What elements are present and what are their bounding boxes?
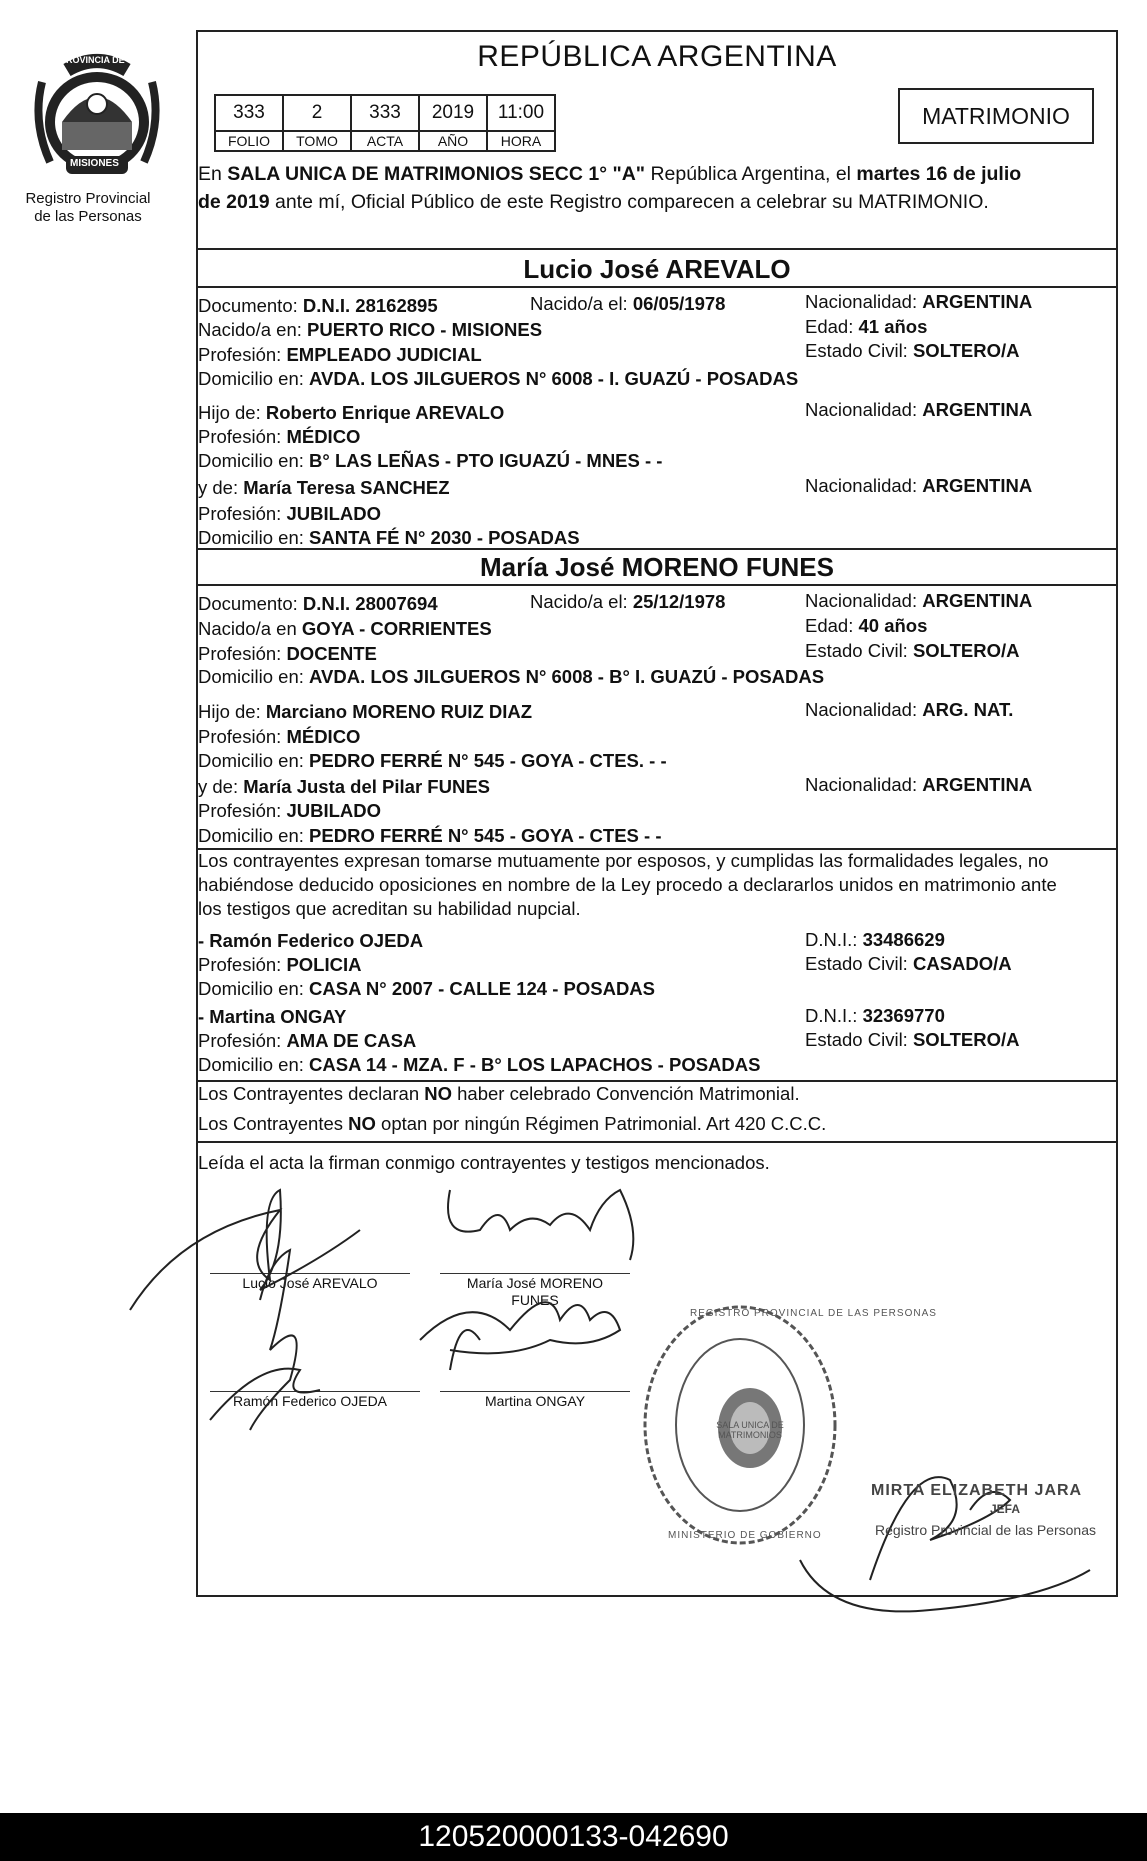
intro-paragraph: [198, 160, 1116, 216]
witness2-profesion: Profesión: AMA DE CASA: [198, 1030, 417, 1051]
witness2-name: - Martina ONGAY: [198, 1006, 347, 1027]
seal-outer-text: REGISTRO PROVINCIAL DE LAS PERSONAS: [690, 1308, 937, 1319]
seal-bottom-text: MINISTERIO DE GOBIERNO: [668, 1530, 822, 1541]
divider: [196, 248, 1118, 250]
divider: [196, 584, 1118, 586]
official-name: MIRTA ELIZABETH JARA: [871, 1482, 1083, 1499]
intro-office: SALA UNICA DE MATRIMONIOS SECC 1° "A": [227, 163, 646, 185]
handwritten-signatures-icon: [120, 1170, 720, 1450]
spouse1-padre-profesion: Profesión: MÉDICO: [198, 426, 361, 447]
spouse2-padre: Hijo de: Marciano MORENO RUIZ DIAZ: [198, 701, 533, 722]
intro-date-b: de 2019: [198, 191, 270, 213]
intro-text-3: ante mí, Oficial Público de este Registro comparecen a celebrar su MATRIMONIO.: [269, 191, 989, 213]
witness1-name: - Ramón Federico OJEDA: [198, 930, 424, 951]
witness2-estado: Estado Civil: SOLTERO/A: [805, 1029, 1020, 1050]
spouse1-madre-profesion: Profesión: JUBILADO: [198, 503, 381, 524]
spouse2-madre: y de: María Justa del Pilar FUNES: [198, 776, 491, 797]
signature-label-witness2: Martina ONGAY: [484, 1393, 586, 1409]
hora-value: 11:00: [487, 95, 555, 131]
divider: [196, 286, 1118, 288]
declaration-line-2: habiéndose deducido oposiciones en nombre de la Ley procedo a declararlos unidos en matrimonio ante: [198, 874, 1057, 895]
spouse2-madre-domicilio: Domicilio en: PEDRO FERRÉ N° 545 - GOYA - CTES - -: [198, 825, 662, 846]
spouse2-nacido-el: Nacido/a el: 25/12/1978: [530, 591, 726, 612]
witness1-domicilio: Domicilio en: CASA N° 2007 - CALLE 124 - POSADAS: [198, 978, 656, 999]
official-organization: Registro Provincial de las Personas: [875, 1522, 1096, 1538]
tomo-label: TOMO: [283, 131, 351, 151]
registry-name-line2: de las Personas: [34, 208, 142, 225]
official-role: JEFA: [990, 1502, 1021, 1516]
spouse1-madre-nacionalidad: Nacionalidad: ARGENTINA: [805, 475, 1033, 496]
acta-label: ACTA: [351, 131, 419, 151]
signing-statement: Leída el acta la firman conmigo contrayentes y testigos mencionados.: [198, 1152, 770, 1173]
anio-label: AÑO: [419, 131, 487, 151]
page-title: REPÚBLICA ARGENTINA: [477, 40, 837, 73]
spouse1-nacido-en: Nacido/a en: PUERTO RICO - MISIONES: [198, 319, 543, 340]
official-signature-icon: [790, 1420, 1110, 1620]
spouse1-estado: Estado Civil: SOLTERO/A: [805, 340, 1020, 361]
spouse1-padre-nacionalidad: Nacionalidad: ARGENTINA: [805, 399, 1033, 420]
divider: [196, 548, 1118, 550]
spouse2-name: María José MORENO FUNES: [480, 552, 834, 582]
spouse2-domicilio: Domicilio en: AVDA. LOS JILGUEROS N° 6008 - B° I. GUAZÚ - POSADAS: [198, 666, 825, 687]
spouse2-documento: Documento: D.N.I. 28007694: [198, 593, 438, 614]
spouse1-domicilio: Domicilio en: AVDA. LOS JILGUEROS N° 6008 - I. GUAZÚ - POSADAS: [198, 368, 799, 389]
declaration-line-1: Los contrayentes expresan tomarse mutuamente por esposos, y cumplidas las formalidades legales, no: [198, 850, 1049, 871]
witness1-profesion: Profesión: POLICIA: [198, 954, 362, 975]
registry-name-line1: Registro Provincial: [25, 190, 151, 207]
spouse1-edad: Edad: 41 años: [805, 316, 928, 337]
divider: [196, 1141, 1118, 1143]
spouse2-madre-profesion: Profesión: JUBILADO: [198, 800, 381, 821]
spouse2-padre-profesion: Profesión: MÉDICO: [198, 726, 361, 747]
spouse1-nacionalidad: Nacionalidad: ARGENTINA: [805, 291, 1033, 312]
emblem-banner-top: PROVINCIA DE: [60, 55, 125, 65]
seal-inner-text: SALA UNICA DE MATRIMONIOS: [716, 1420, 784, 1440]
spouse1-padre: Hijo de: Roberto Enrique AREVALO: [198, 402, 505, 423]
emblem-banner-bottom: MISIONES: [70, 158, 119, 169]
spouse1-name: Lucio José AREVALO: [523, 254, 791, 284]
anio-value: 2019: [419, 95, 487, 131]
folio-value: 333: [215, 95, 283, 131]
signature-label-spouse2: María José MORENO FUNES: [466, 1275, 604, 1308]
registry-name: [8, 190, 168, 226]
spouse2-nacionalidad: Nacionalidad: ARGENTINA: [805, 590, 1033, 611]
spouse2-padre-domicilio: Domicilio en: PEDRO FERRÉ N° 545 - GOYA - CTES. - -: [198, 750, 667, 771]
spouse2-profesion: Profesión: DOCENTE: [198, 643, 377, 664]
tomo-value: 2: [283, 95, 351, 131]
intro-text-1: En: [198, 163, 228, 185]
spouse2-padre-nacionalidad: Nacionalidad: ARG. NAT.: [805, 699, 1014, 720]
witness2-domicilio: Domicilio en: CASA 14 - MZA. F - B° LOS LAPACHOS - POSADAS: [198, 1054, 761, 1075]
spouse2-madre-nacionalidad: Nacionalidad: ARGENTINA: [805, 774, 1033, 795]
spouse1-madre: y de: María Teresa SANCHEZ: [198, 477, 450, 498]
spouse2-nacido-en: Nacido/a en GOYA - CORRIENTES: [198, 618, 492, 639]
signature-label-spouse1: Lucio José AREVALO: [242, 1275, 378, 1291]
declaration-line-3: los testigos que acreditan su habilidad nupcial.: [198, 898, 581, 919]
record-fields-table: [214, 94, 556, 152]
signature-label-witness1: Ramón Federico OJEDA: [232, 1393, 388, 1409]
intro-text-2: República Argentina, el: [645, 163, 857, 185]
witness2-dni: D.N.I.: 32369770: [805, 1005, 945, 1026]
spouse1-documento: Documento: D.N.I. 28162895: [198, 295, 438, 316]
convention-line-1: Los Contrayentes declaran NO haber celebrado Convención Matrimonial.: [198, 1083, 800, 1104]
spouse1-padre-domicilio: Domicilio en: B° LAS LEÑAS - PTO IGUAZÚ - MNES - -: [198, 450, 663, 471]
spouse2-edad: Edad: 40 años: [805, 615, 928, 636]
witness1-estado: Estado Civil: CASADO/A: [805, 953, 1012, 974]
document-type-badge: MATRIMONIO: [898, 88, 1094, 144]
witness1-dni: D.N.I.: 33486629: [805, 929, 945, 950]
intro-date-a: martes 16 de julio: [856, 163, 1022, 185]
hora-label: HORA: [487, 131, 555, 151]
barcode-number-footer: 120520000133-042690: [0, 1813, 1147, 1861]
spouse1-nacido-el: Nacido/a el: 06/05/1978: [530, 293, 726, 314]
convention-line-2: Los Contrayentes NO optan por ningún Régimen Patrimonial. Art 420 C.C.C.: [198, 1113, 827, 1134]
spouse1-madre-domicilio: Domicilio en: SANTA FÉ N° 2030 - POSADAS: [198, 527, 580, 548]
spouse2-estado: Estado Civil: SOLTERO/A: [805, 640, 1020, 661]
folio-label: FOLIO: [215, 131, 283, 151]
acta-value: 333: [351, 95, 419, 131]
declaration-paragraph: [198, 849, 1118, 921]
spouse1-profesion: Profesión: EMPLEADO JUDICIAL: [198, 344, 482, 365]
